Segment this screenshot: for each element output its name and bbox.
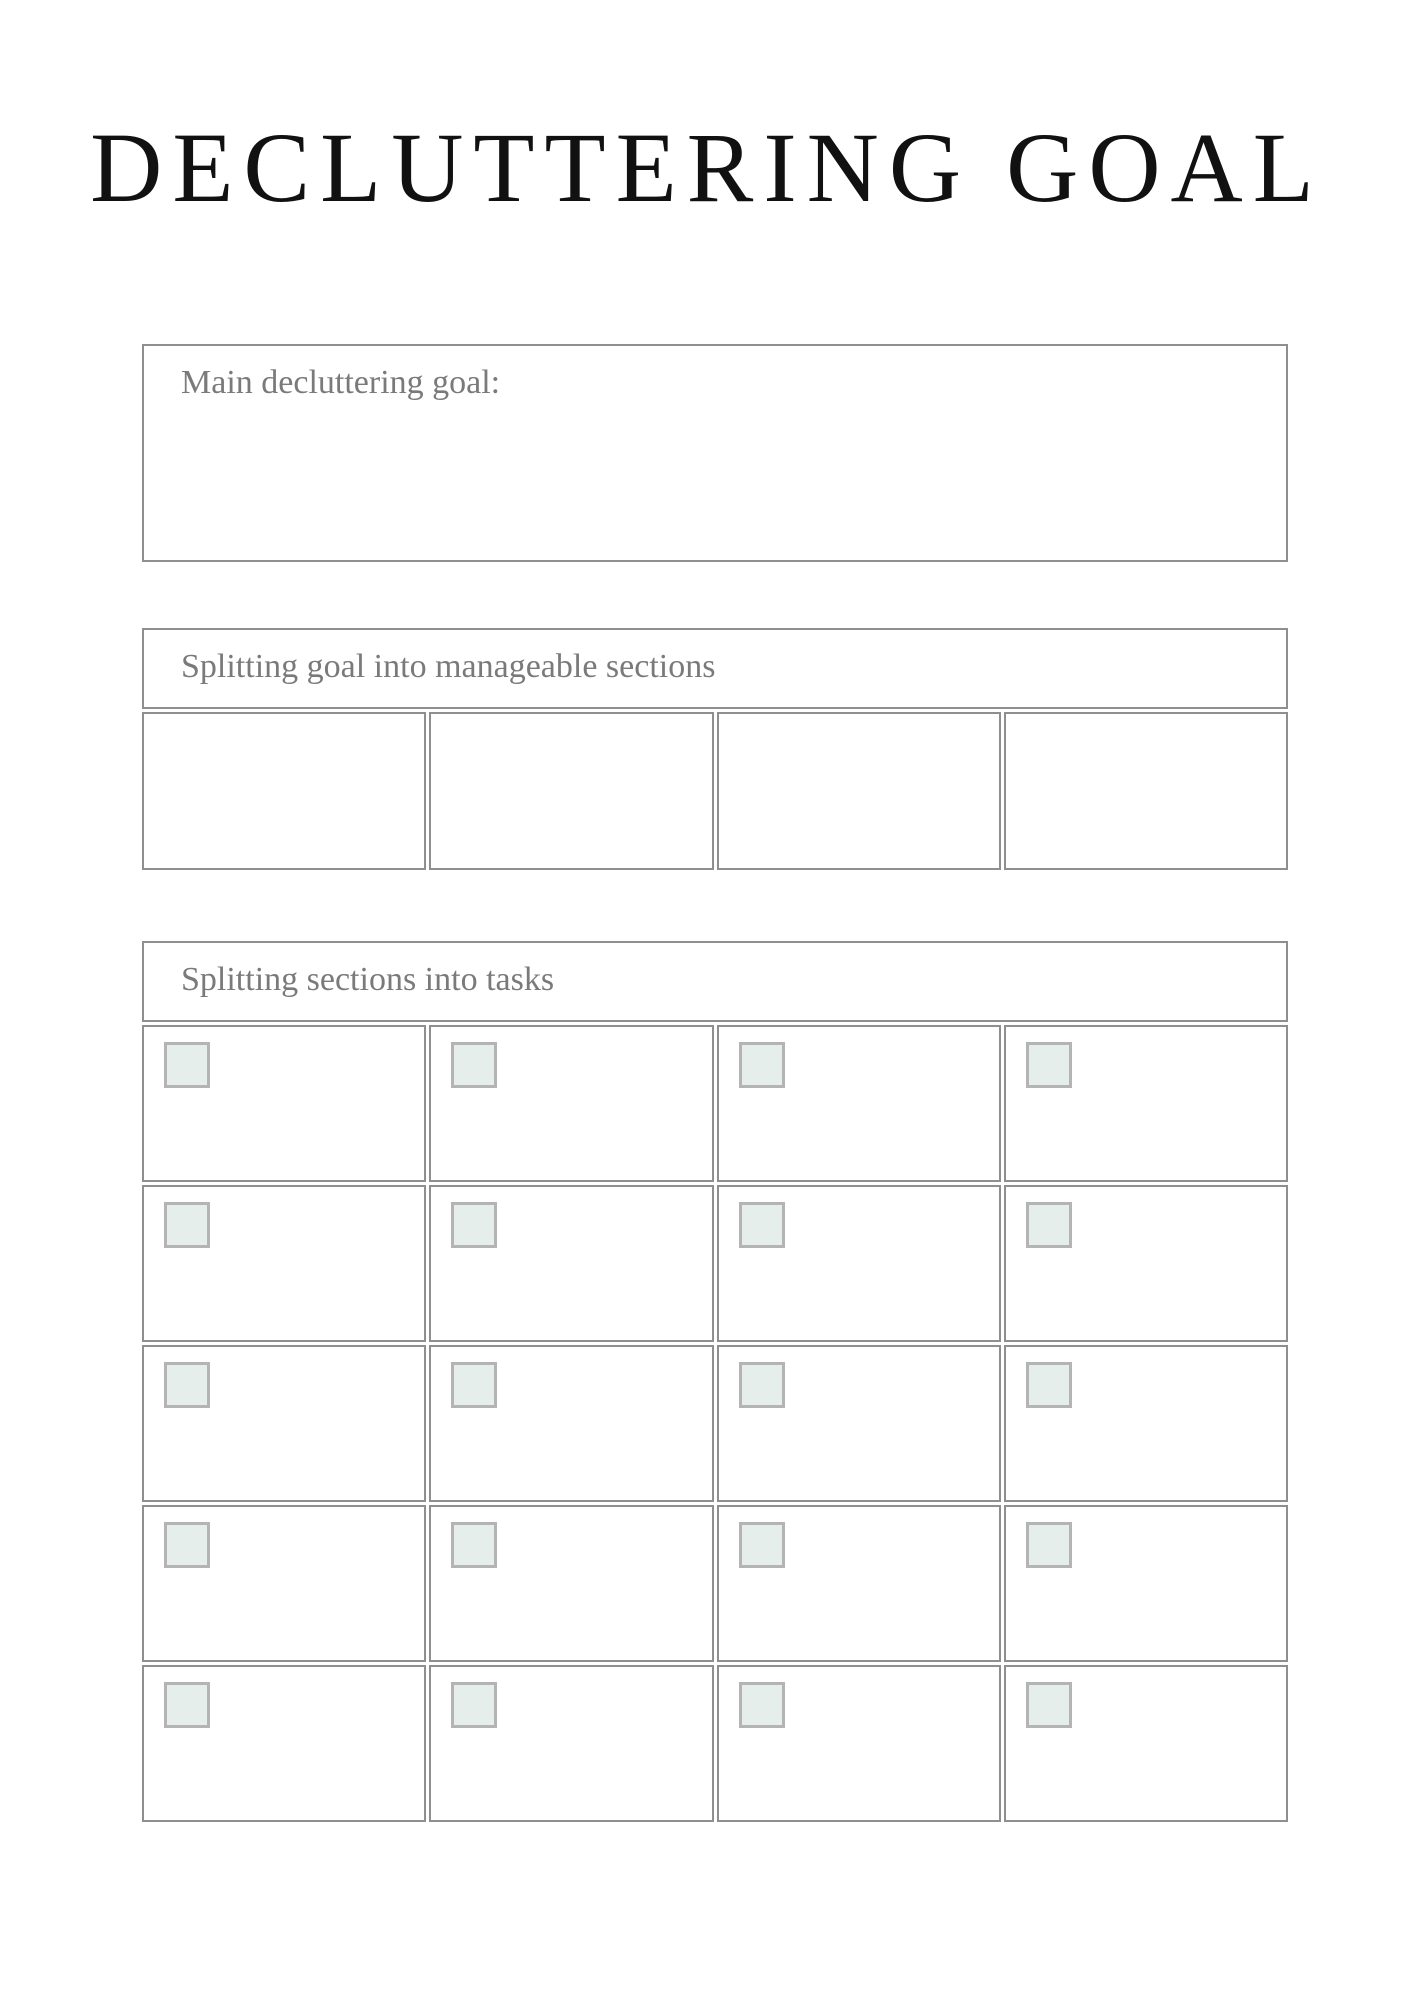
task-cell[interactable] [429, 1665, 713, 1822]
task-cell[interactable] [1004, 1505, 1288, 1662]
task-cell[interactable] [429, 1505, 713, 1662]
task-checkbox[interactable] [164, 1202, 210, 1248]
task-checkbox[interactable] [451, 1682, 497, 1728]
task-checkbox[interactable] [739, 1042, 785, 1088]
task-checkbox[interactable] [1026, 1522, 1072, 1568]
task-checkbox[interactable] [164, 1042, 210, 1088]
task-cell[interactable] [717, 1665, 1001, 1822]
task-checkbox[interactable] [451, 1362, 497, 1408]
task-checkbox[interactable] [451, 1522, 497, 1568]
main-goal-box[interactable] [142, 344, 1288, 562]
task-cell[interactable] [142, 1185, 426, 1342]
sections-header [142, 628, 1288, 709]
page-title: DECLUTTERING GOAL [90, 112, 1324, 223]
sections-grid [142, 712, 1288, 870]
section-cell-4[interactable] [1004, 712, 1288, 870]
section-cell-3[interactable] [717, 712, 1001, 870]
task-cell[interactable] [1004, 1345, 1288, 1502]
task-cell[interactable] [142, 1025, 426, 1182]
task-checkbox[interactable] [739, 1202, 785, 1248]
main-goal-label: Main decluttering goal: [181, 364, 501, 401]
task-checkbox[interactable] [1026, 1042, 1072, 1088]
task-checkbox[interactable] [1026, 1682, 1072, 1728]
task-checkbox[interactable] [739, 1362, 785, 1408]
sections-label: Splitting goal into manageable sections [181, 648, 716, 685]
task-cell[interactable] [142, 1345, 426, 1502]
task-checkbox[interactable] [1026, 1202, 1072, 1248]
task-cell[interactable] [429, 1025, 713, 1182]
task-cell[interactable] [429, 1185, 713, 1342]
task-checkbox[interactable] [739, 1682, 785, 1728]
task-cell[interactable] [142, 1505, 426, 1662]
task-cell[interactable] [717, 1025, 1001, 1182]
task-checkbox[interactable] [1026, 1362, 1072, 1408]
task-cell[interactable] [1004, 1185, 1288, 1342]
task-cell[interactable] [1004, 1025, 1288, 1182]
task-checkbox[interactable] [451, 1202, 497, 1248]
task-cell[interactable] [717, 1345, 1001, 1502]
task-cell[interactable] [142, 1665, 426, 1822]
task-cell[interactable] [1004, 1665, 1288, 1822]
tasks-grid [142, 1025, 1288, 1822]
task-checkbox[interactable] [451, 1042, 497, 1088]
task-checkbox[interactable] [164, 1522, 210, 1568]
task-checkbox[interactable] [739, 1522, 785, 1568]
section-cell-2[interactable] [429, 712, 713, 870]
tasks-header [142, 941, 1288, 1022]
task-cell[interactable] [717, 1505, 1001, 1662]
task-checkbox[interactable] [164, 1362, 210, 1408]
tasks-label: Splitting sections into tasks [181, 961, 555, 998]
section-cell-1[interactable] [142, 712, 426, 870]
task-cell[interactable] [717, 1185, 1001, 1342]
task-cell[interactable] [429, 1345, 713, 1502]
task-checkbox[interactable] [164, 1682, 210, 1728]
